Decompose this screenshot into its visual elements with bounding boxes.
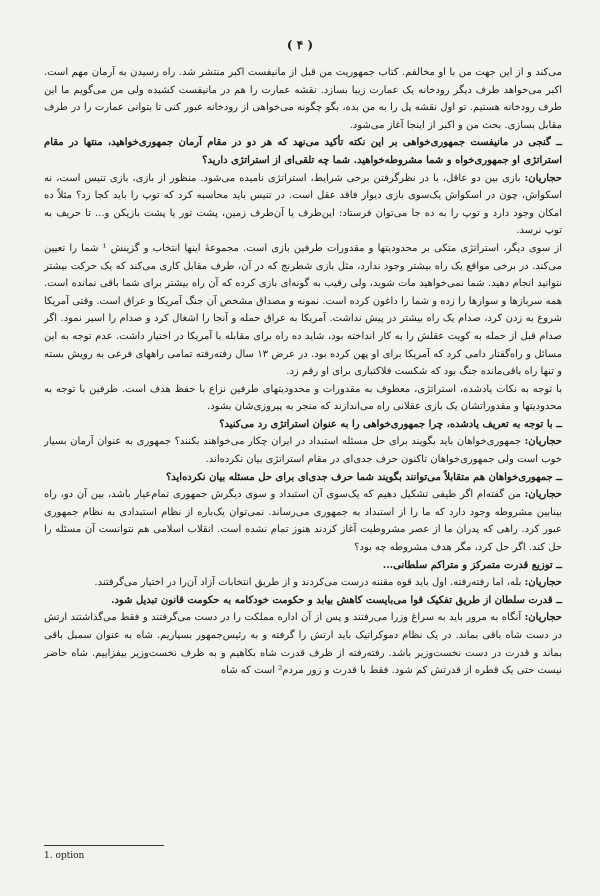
answer-text: من گفته‌ام اگر طیفی تشکیل دهیم که یک‌سوی آن استبداد و سوی دیگرش جمهوری تمام‌عیار باشد، بین آن دو، راه بینابین مشروطه وجود دارد که ما را از استبداد به جمهوری می‌رساند. نمی‌توان یک‌باره از نظام استبدادی به نظام جمهوری عبور کرد. راهی که پدران ما از عصر مشروطیت آغاز کردند هنوز تمام نشده است. انقلاب اسلامی هم نتوانست آن مسئله را حل کند. اگر حل کرد، مگر هدف مشروطه چه بود؟ bbox=[44, 489, 562, 554]
interview-answer bbox=[44, 433, 562, 468]
speaker-label: حجاریان: bbox=[524, 612, 562, 624]
speaker-label: حجاریان: bbox=[524, 436, 562, 448]
interview-answer bbox=[44, 170, 562, 240]
interview-answer bbox=[44, 609, 562, 679]
page-number: ( ۴ ) bbox=[286, 38, 314, 52]
body-paragraph: با توجه به نکات یادشده، استراتژی، معطوف به مقدورات و محدودیتهای طرفین نزاع با حفظ هدف است. طرفین با توجه به محدودیتها و مقدوراتشان یک بازی عقلانی راه می‌اندازند که منجر به پیروزی‌شان بشود. bbox=[44, 383, 562, 413]
body-paragraph: از سوی دیگر، استراتژی متکی بر محدودیتها و مقدورات طرفین بازی است. مجموعهٔ اینها انتخاب و گزینش ¹ شما را تعیین می‌کند. در برخی مواقع یک راه بیشتر وجود ندارد، مثل بازی شطرنج که در آن، طرف مقابل کاری می‌کند که یک حرکت بیشتر نتوانید انجام دهید. شما نمی‌خواهید مات شوید، ولی رقیب به گونه‌ای بازی کرده که آن راه بیشتر برای شما باقی نمانده است. همه سربازها و سوارها را زده و شما را داغون کرده است. نمونه و مصداق مشخص آن جنگ آمریکا و عراق است. وقتی آمریکا شروع به زدن کرد، صدام یک راه بیشتر در پیش نداشت. آمریکا به عراق حمله و آنجا را اشغال کرد و صدام را اسیر نمود. اگر صدام قبل از حمله به کویت عقلش را به کار انداخته بود، شاید ده راه برای مقابله با آمریکا در اختیار داشت. عدم توجه به این مسائل و راه‌گفتار دامی کرد که آمریکا برای او پهن کرده بود. در عرض ۱۳ سال رفته‌رفته تمامی راههای فرعی به رویش بسته و تنها راه باقی‌مانده جنگ بود که شکست فلاکتباری برای او رقم زد. bbox=[44, 242, 562, 378]
footnote: 1. option bbox=[44, 851, 85, 861]
speaker-label: حجاریان: bbox=[524, 172, 562, 184]
body-text bbox=[44, 64, 562, 680]
answer-text: بازی بین دو عاقل، با در نظرگرفتن برخی شرایط، استراتژی نامیده می‌شود. منظور از بازی، بازی تنیس است، نه اسکواش، چون در اسکواش یک‌سوی بازی دیوار فاقد عقل است. در تنیس باید محاسبه کرد که توپ را باید کجا زد؟ مثلاً ده امکان وجود دارد و توپ را به ده جا می‌توان فرستاد: این‌طرف یا آن‌طرف زمین، پشت تور یا پشت بازیکن و... تا حریف به توپ نرسد. bbox=[44, 172, 562, 237]
speaker-label: حجاریان: bbox=[524, 489, 562, 501]
body-paragraph: می‌کند و از این جهت من با او مخالفم. کتاب جمهوریت من قبل از مانیفست اکبر منتشر شد. راه رسیدن به آرمان مهم است. اکبر می‌خواهد طرف دیگر رودخانه یک عمارت زیبا بسازد. نقشه عمارت را هم در مانیفست کشیده ولی من می‌گویم ما این طرف رودخانه هستیم. تو اول نقشه پل را به من بده، بگو چگونه می‌خواهی از رودخانه عبور کنی تا بتوانی عمارت را در طرف مقابل بسازی. بحث من و اکبر از اینجا آغاز می‌شود. bbox=[44, 67, 562, 131]
interview-question: ــ قدرت سلطان از طریق تفکیک قوا می‌بایست کاهش بیابد و حکومت خودکامه به حکومت قانون تبدیل شود. bbox=[110, 594, 562, 606]
answer-text: بله، اما رفته‌رفته. اول باید قوه مقننه درست می‌کردند و از طریق انتخابات آزاد آن‌را در اختیار می‌گرفتند. bbox=[94, 577, 525, 589]
speaker-label: حجاریان: bbox=[524, 577, 562, 589]
answer-text: آنگاه به مرور باید به سراغ وزرا می‌رفتند و پس از آن اداره مملکت را در دست می‌گرفتند و فقط می‌گذاشتند ارتش در دست شاه باقی بماند. در یک نظام دموکراتیک باید ارتش را گرفته و به رئیس‌جمهور بسپاریم. شاه به عنوان سمبل باقی بماند و قدرت در دست نخست‌وزیر باشد. رفته‌رفته از ظرف قدرت شاه بکاهیم و به ظرف نخست‌وزیر بیفزاییم. شاه حاضر نیست حتی یک قطره از قدرتش کم شود. فقط با قدرت و زور مردم² است که شاه bbox=[44, 612, 562, 677]
interview-answer bbox=[44, 486, 562, 556]
interview-question: ــ گنجی در مانیفست جمهوری‌خواهی بر این نکته تأکید می‌نهد که هر دو در مقام آرمان جمهوری‌خواهید، منتها در مقام استراتژی او جمهوری‌خواه و شما مشروطه‌خواهید. شما چه تلقی‌ای از استراتژی دارید؟ bbox=[44, 137, 562, 166]
footnote-divider bbox=[44, 845, 164, 846]
interview-answer bbox=[44, 574, 562, 592]
answer-text: جمهوری‌خواهان باید بگویند برای حل مسئله استبداد در ایران چکار می‌خواهند بکنند؟ جمهوری به عنوان آرمان بسیار خوب است ولی جمهوری‌خواهان تاکنون حرف جدی‌ای در مقام استراتژی بیان نکرده‌اند. bbox=[44, 436, 562, 466]
interview-question: ــ با توجه به تعریف یادشده، چرا جمهوری‌خواهی را به عنوان استراتژی رد می‌کنید؟ bbox=[219, 418, 562, 430]
interview-question: ــ توزیع قدرت متمرکز و متراکم سلطانی... bbox=[382, 559, 562, 571]
interview-question: ــ جمهوری‌خواهان هم متقابلاً می‌توانند بگویند شما حرف جدی‌ای برای حل مسئله بیان نکرده‌اید؟ bbox=[165, 471, 562, 483]
